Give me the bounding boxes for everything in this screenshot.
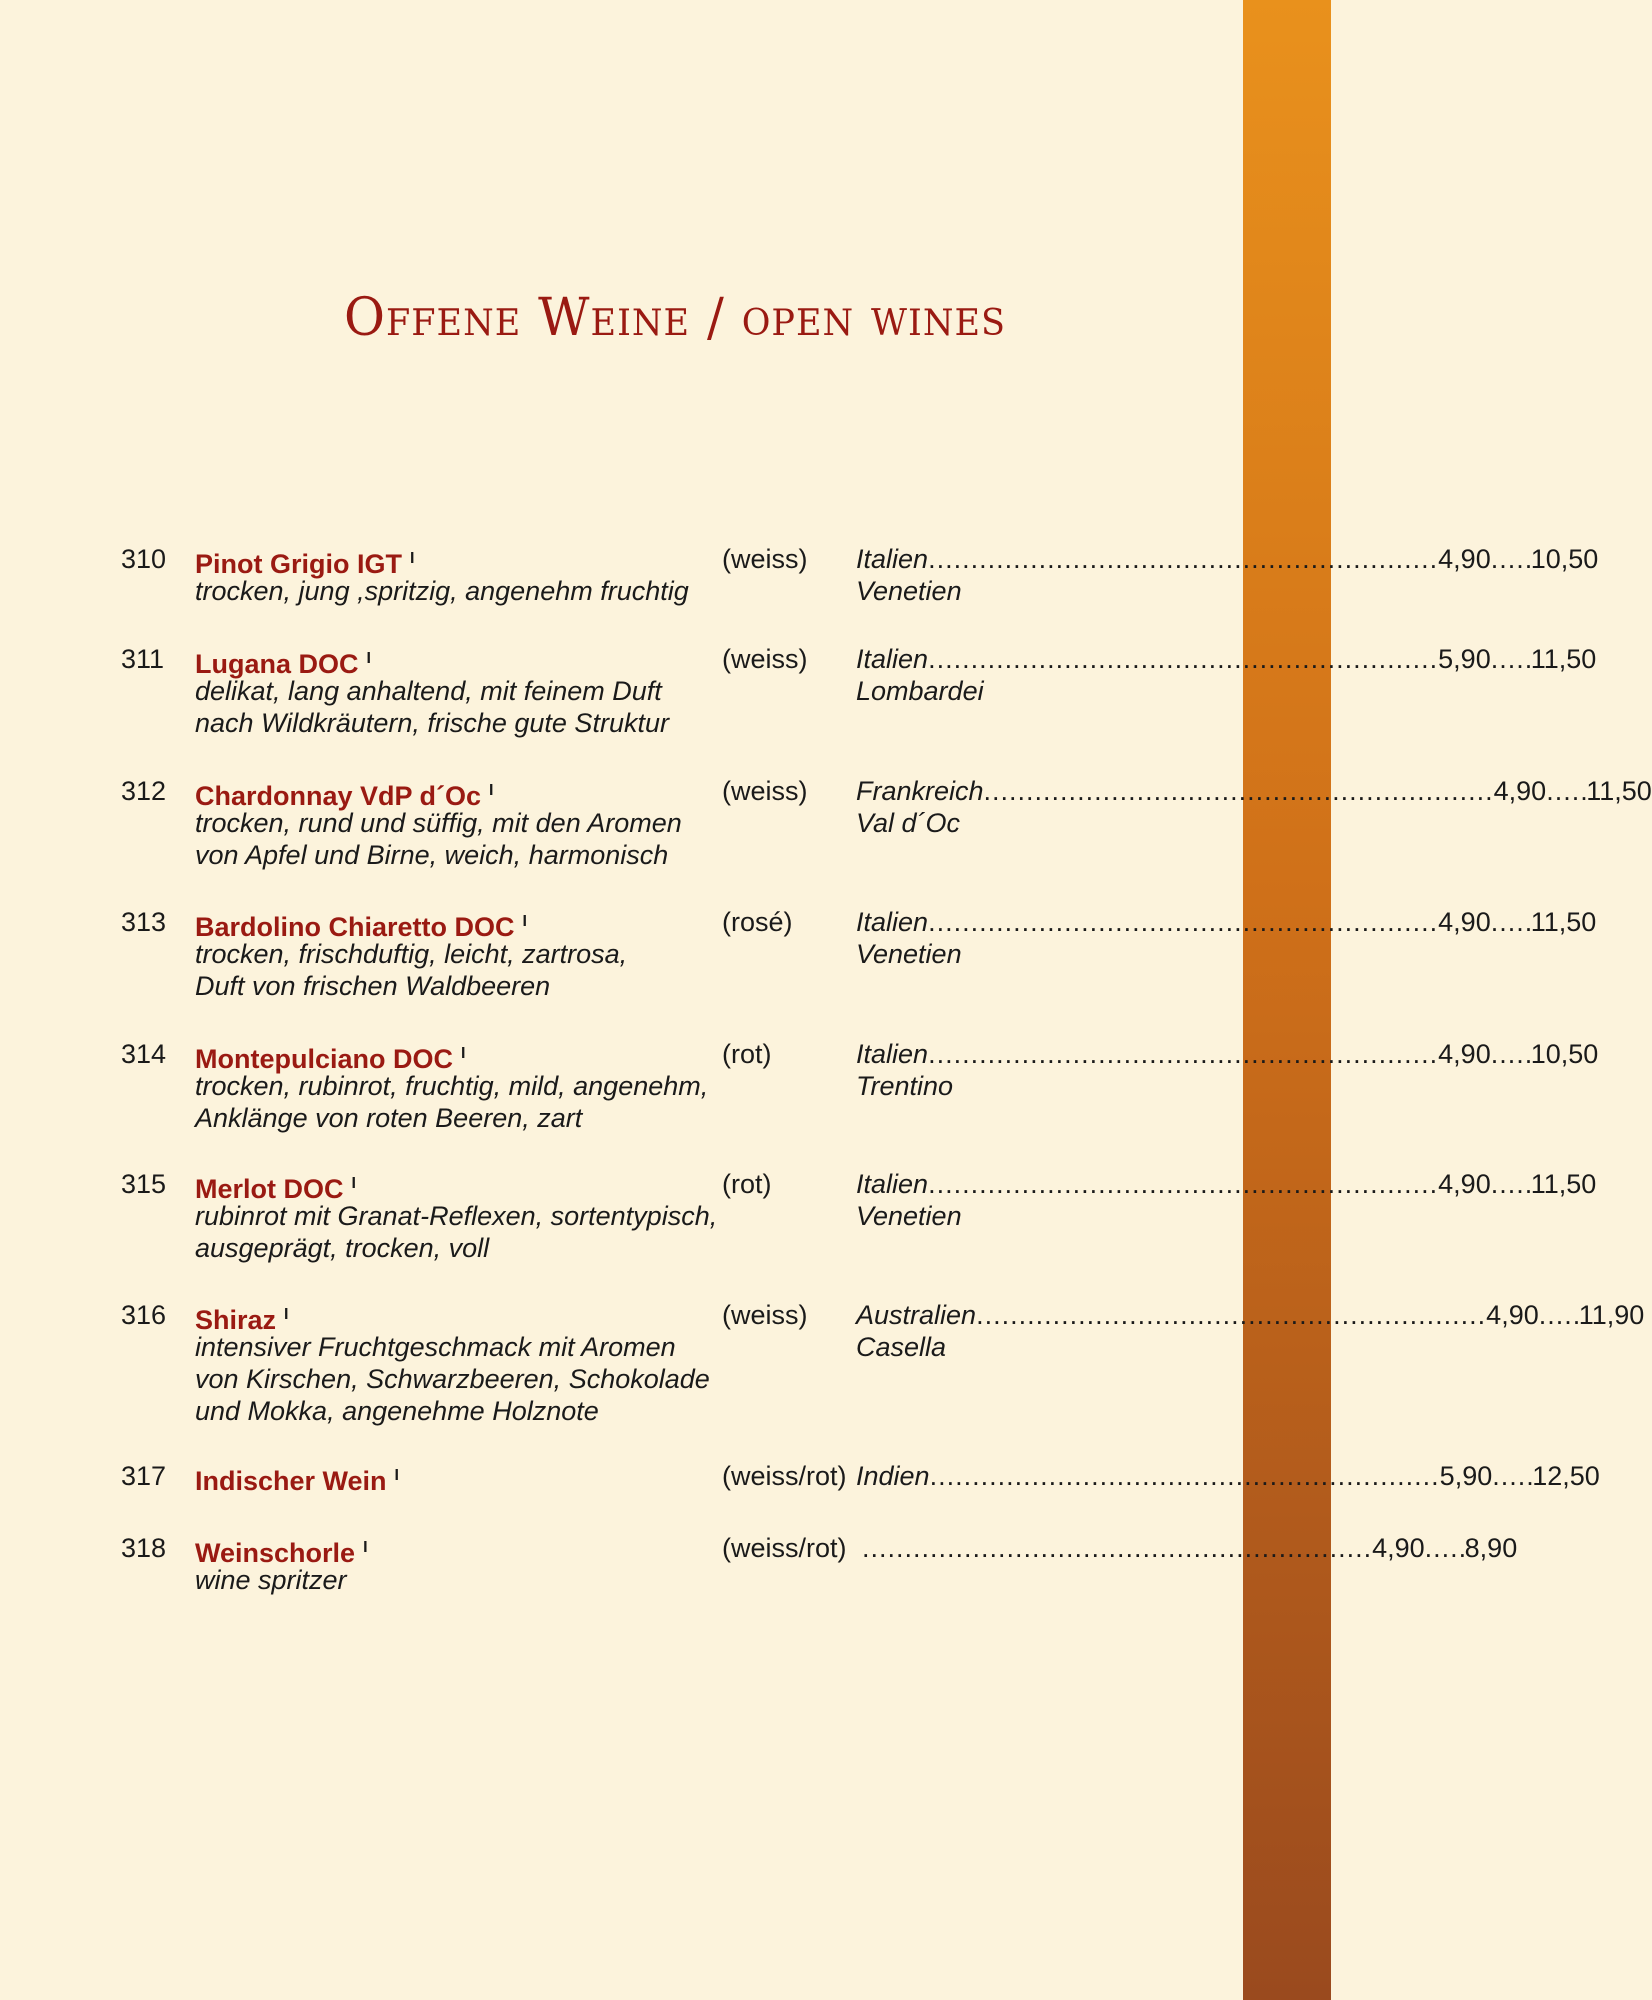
wine-country: Italien <box>856 1039 929 1069</box>
leader-dots: ..... <box>1490 644 1534 674</box>
wine-name-text: Weinschorle <box>195 1538 356 1568</box>
wine-country: Frankreich <box>856 776 984 806</box>
leader-dots: ............................................................ <box>976 1300 1487 1330</box>
wine-name-text: Chardonnay VdP d´Oc <box>195 781 482 811</box>
wine-country: Italien <box>856 907 929 937</box>
leader-dots: ..... <box>1490 1039 1534 1069</box>
wine-color: (weiss) <box>722 644 808 674</box>
wine-origin-price <box>856 643 1597 706</box>
wine-name-text: Merlot DOC <box>195 1174 344 1204</box>
wine-region: Lombardei <box>856 676 984 706</box>
price-glass: 5,90 <box>1438 644 1491 674</box>
leader-dots: ............................................................ <box>928 1039 1439 1069</box>
wine-name-text: Shiraz <box>195 1305 277 1335</box>
wine-name <box>195 1460 399 1497</box>
wine-name-text: Pinot Grigio IGT <box>195 549 402 579</box>
wine-region: Venetien <box>856 939 962 969</box>
footnote-mark: I <box>351 1175 356 1192</box>
page-title: Offene Weine / open wines <box>343 286 1006 348</box>
price-glass: 4,90 <box>1438 1169 1491 1199</box>
footnote-mark: I <box>489 782 494 799</box>
leader-dots: ............................................................ <box>928 1169 1439 1199</box>
wine-color: (rosé) <box>722 907 793 937</box>
price-carafe: 11,90 <box>1578 1300 1645 1330</box>
wine-description <box>195 1200 717 1264</box>
price-glass: 4,90 <box>1372 1533 1425 1563</box>
wine-number: 311 <box>121 644 165 674</box>
price-glass: 4,90 <box>1438 1039 1491 1069</box>
description-line: nach Wildkräutern, frische gute Struktur <box>195 708 669 738</box>
wine-origin-price <box>856 1038 1599 1101</box>
price-carafe: 8,90 <box>1464 1533 1518 1563</box>
wine-number: 315 <box>121 1169 167 1199</box>
wine-origin-price <box>856 1299 1645 1362</box>
price-glass: 4,90 <box>1438 907 1491 937</box>
wine-number: 316 <box>121 1300 167 1330</box>
price-carafe: 12,50 <box>1532 1461 1600 1491</box>
wine-region: Casella <box>856 1332 947 1362</box>
wine-name-text: Lugana DOC <box>195 649 359 679</box>
wine-color: (weiss) <box>722 1300 808 1330</box>
wine-origin-price <box>856 775 1652 838</box>
wine-region: Val d´Oc <box>856 808 961 838</box>
wine-country: Italien <box>856 544 929 574</box>
wine-number: 318 <box>121 1533 167 1563</box>
wine-number: 317 <box>121 1461 167 1491</box>
wine-description <box>195 807 682 871</box>
wine-description <box>195 675 669 739</box>
wine-color: (rot) <box>722 1039 772 1069</box>
description-line: wine spritzer <box>195 1565 347 1595</box>
wine-description <box>195 1331 710 1427</box>
wine-origin-price <box>856 1168 1597 1231</box>
wine-origin-price <box>856 906 1597 969</box>
price-carafe: 10,50 <box>1530 544 1599 574</box>
description-line: trocken, jung ,spritzig, angenehm fruchtig <box>195 576 689 606</box>
description-line: delikat, lang anhaltend, mit feinem Duft <box>195 676 662 706</box>
leader-dots: ............................................................ <box>928 644 1439 674</box>
footnote-mark: I <box>409 550 415 567</box>
leader-dots: ..... <box>1538 1300 1582 1330</box>
leader-dots: ..... <box>1490 544 1534 574</box>
price-glass: 4,90 <box>1438 544 1491 574</box>
leader-dots: ............................................................ <box>929 1461 1440 1491</box>
wine-origin-price <box>856 543 1599 606</box>
footnote-mark: I <box>461 1045 466 1062</box>
price-glass: 4,90 <box>1493 776 1547 806</box>
leader-dots: ............................................................ <box>928 907 1439 937</box>
leader-dots: ..... <box>1490 1169 1534 1199</box>
price-carafe: 11,50 <box>1530 907 1597 937</box>
wine-name-text: Montepulciano DOC <box>195 1044 453 1074</box>
wine-origin-price <box>862 1532 1518 1564</box>
wine-number: 310 <box>121 544 167 574</box>
description-line: Duft von frischen Waldbeeren <box>195 971 551 1001</box>
leader-dots: ............................................................ <box>862 1533 1373 1563</box>
description-line: von Kirschen, Schwarzbeeren, Schokolade <box>195 1364 710 1394</box>
description-line: und Mokka, angenehme Holznote <box>195 1396 599 1426</box>
wine-region: Trentino <box>856 1071 954 1101</box>
wine-number: 312 <box>121 776 167 806</box>
description-line: rubinrot mit Granat-Reflexen, sortentypisch, <box>195 1201 718 1231</box>
wine-color: (rot) <box>722 1169 772 1199</box>
leader-dots: ............................................................ <box>928 544 1439 574</box>
price-carafe: 11,50 <box>1530 644 1597 674</box>
wine-country: Australien <box>856 1300 977 1330</box>
wine-origin-price <box>856 1460 1600 1492</box>
wine-name-text: Bardolino Chiaretto DOC <box>195 912 515 942</box>
footnote-mark: I <box>284 1306 289 1323</box>
description-line: von Apfel und Birne, weich, harmonisch <box>195 840 669 870</box>
wine-color: (weiss/rot) <box>722 1533 847 1563</box>
leader-dots: ..... <box>1492 1461 1535 1491</box>
wine-color: (weiss) <box>722 544 808 574</box>
price-glass: 4,90 <box>1486 1300 1539 1330</box>
price-carafe: 11,50 <box>1530 1169 1597 1199</box>
leader-dots: ............................................................ <box>983 776 1494 806</box>
leader-dots: ..... <box>1490 907 1534 937</box>
wine-name-text: Indischer Wein <box>195 1466 387 1496</box>
footnote-mark: I <box>363 1539 368 1556</box>
wine-number: 314 <box>121 1039 167 1069</box>
footnote-mark: I <box>522 913 527 930</box>
wine-description <box>195 1564 347 1596</box>
wine-color: (weiss/rot) <box>722 1461 847 1491</box>
wine-region: Venetien <box>856 576 962 606</box>
price-glass: 5,90 <box>1439 1461 1493 1491</box>
description-line: Anklänge von roten Beeren, zart <box>195 1103 583 1133</box>
description-line: intensiver Fruchtgeschmack mit Aromen <box>195 1332 676 1362</box>
description-line: ausgeprägt, trocken, voll <box>195 1233 490 1263</box>
price-carafe: 10,50 <box>1530 1039 1599 1069</box>
wine-region: Venetien <box>856 1201 962 1231</box>
leader-dots: ..... <box>1546 776 1589 806</box>
wine-country: Italien <box>856 644 929 674</box>
footnote-mark: I <box>394 1467 399 1484</box>
description-line: trocken, rund und süffig, mit den Aromen <box>195 808 682 838</box>
wine-country: Italien <box>856 1169 929 1199</box>
description-line: trocken, rubinrot, fruchtig, mild, angenehm, <box>195 1071 709 1101</box>
price-carafe: 11,50 <box>1586 776 1652 806</box>
wine-number: 313 <box>121 907 167 937</box>
wine-description <box>195 1070 708 1134</box>
wine-description <box>195 575 689 607</box>
wine-description <box>195 938 627 1002</box>
wine-country: Indien <box>856 1461 930 1491</box>
footnote-mark: I <box>366 650 371 667</box>
leader-dots: ..... <box>1424 1533 1468 1563</box>
wine-color: (weiss) <box>722 776 808 806</box>
description-line: trocken, frischduftig, leicht, zartrosa, <box>195 939 628 969</box>
